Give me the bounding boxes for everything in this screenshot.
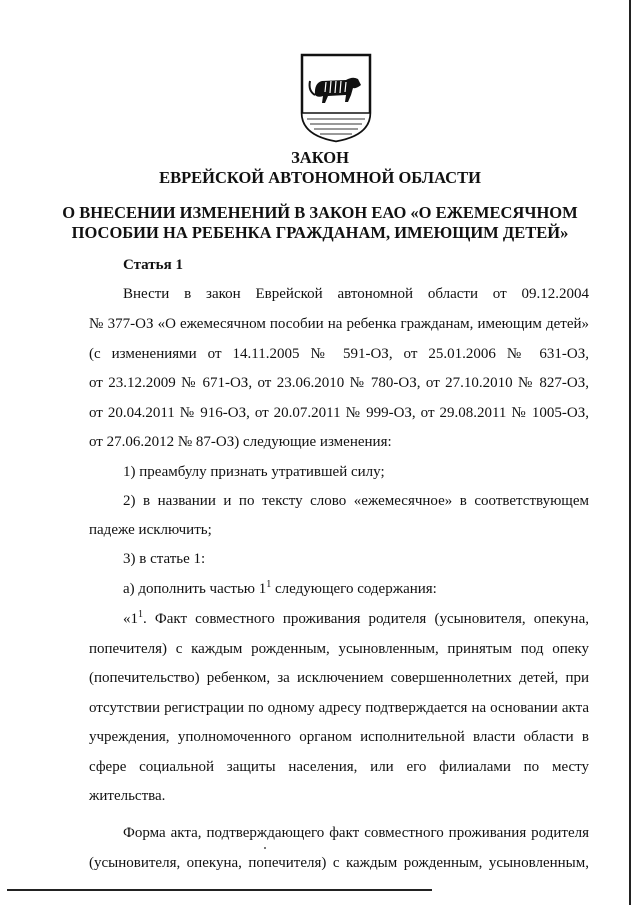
body-line: (с изменениями от 14.11.2005 № 591-ОЗ, от 25.01.2006 № 631-ОЗ, (89, 346, 589, 362)
body-line: от 27.06.2012 № 87-ОЗ) следующие изменения: (89, 434, 392, 450)
body-line: (усыновителя, опекуна, попечителя) с каждым рожденным, усыновленным, (89, 855, 589, 871)
body-line: попечителя) с каждым рожденным, усыновленным, принятым под опеку (89, 641, 589, 657)
list-item: 2) в названии и по тексту слово «ежемесячное» в соответствующем (123, 493, 589, 509)
text-fragment: а) дополнить частью 1 (123, 581, 267, 597)
list-item (123, 580, 589, 598)
body-line: жительства. (89, 788, 166, 804)
scan-speck (264, 847, 266, 849)
text-fragment: следующего содержания: (271, 581, 437, 597)
list-item: 1) преамбулу признать утратившей силу; (123, 464, 385, 480)
body-line: Форма акта, подтверждающего факт совместного проживания родителя (123, 825, 589, 841)
scan-edge-bottom (7, 889, 432, 891)
scan-edge-right (629, 0, 631, 905)
body-line: Внести в закон Еврейской автономной области от 09.12.2004 (123, 286, 589, 302)
body-line: падеже исключить; (89, 522, 212, 538)
coat-of-arms-tiger-icon (298, 51, 374, 143)
body-line: отсутствии регистрации по одному адресу подтверждается на основании акта (89, 700, 589, 716)
quoted-part-first-line (123, 610, 589, 628)
body-line: сфере социальной защиты населения, или его филиалами по месту (89, 759, 589, 775)
body-line: учреждения, уполномоченного органом исполнительной власти области в (89, 729, 589, 745)
superscript: 1 (138, 609, 143, 620)
body-line: от 20.04.2011 № 916-ОЗ, от 20.07.2011 № 999-ОЗ, от 29.08.2011 № 1005-ОЗ, (89, 405, 589, 421)
text-fragment: . Факт совместного проживания родителя (усыновителя, опекуна, (143, 611, 589, 627)
law-title-line-2: ЕВРЕЙСКОЙ АВТОНОМНОЙ ОБЛАСТИ (159, 168, 481, 187)
body-line: № 377-ОЗ «О ежемесячном пособии на ребенка гражданам, имеющим детей» (89, 316, 589, 332)
law-subject-line-1: О ВНЕСЕНИИ ИЗМЕНЕНИЙ В ЗАКОН ЕАО «О ЕЖЕМЕСЯЧНОМ (62, 203, 578, 222)
text-fragment: «1 (123, 611, 138, 627)
law-title-line-1: ЗАКОН (291, 148, 349, 167)
list-item: 3) в статье 1: (123, 551, 206, 567)
body-line: (попечительство) ребенком, за исключением совершеннолетних детей, при (89, 670, 589, 686)
superscript: 1 (266, 579, 272, 590)
body-line: от 23.12.2009 № 671-ОЗ, от 23.06.2010 № 780-ОЗ, от 27.10.2010 № 827-ОЗ, (89, 375, 589, 391)
law-subject-line-2: ПОСОБИИ НА РЕБЕНКА ГРАЖДАНАМ, ИМЕЮЩИМ ДЕТЕЙ» (71, 223, 569, 242)
article-heading: Статья 1 (123, 257, 183, 273)
